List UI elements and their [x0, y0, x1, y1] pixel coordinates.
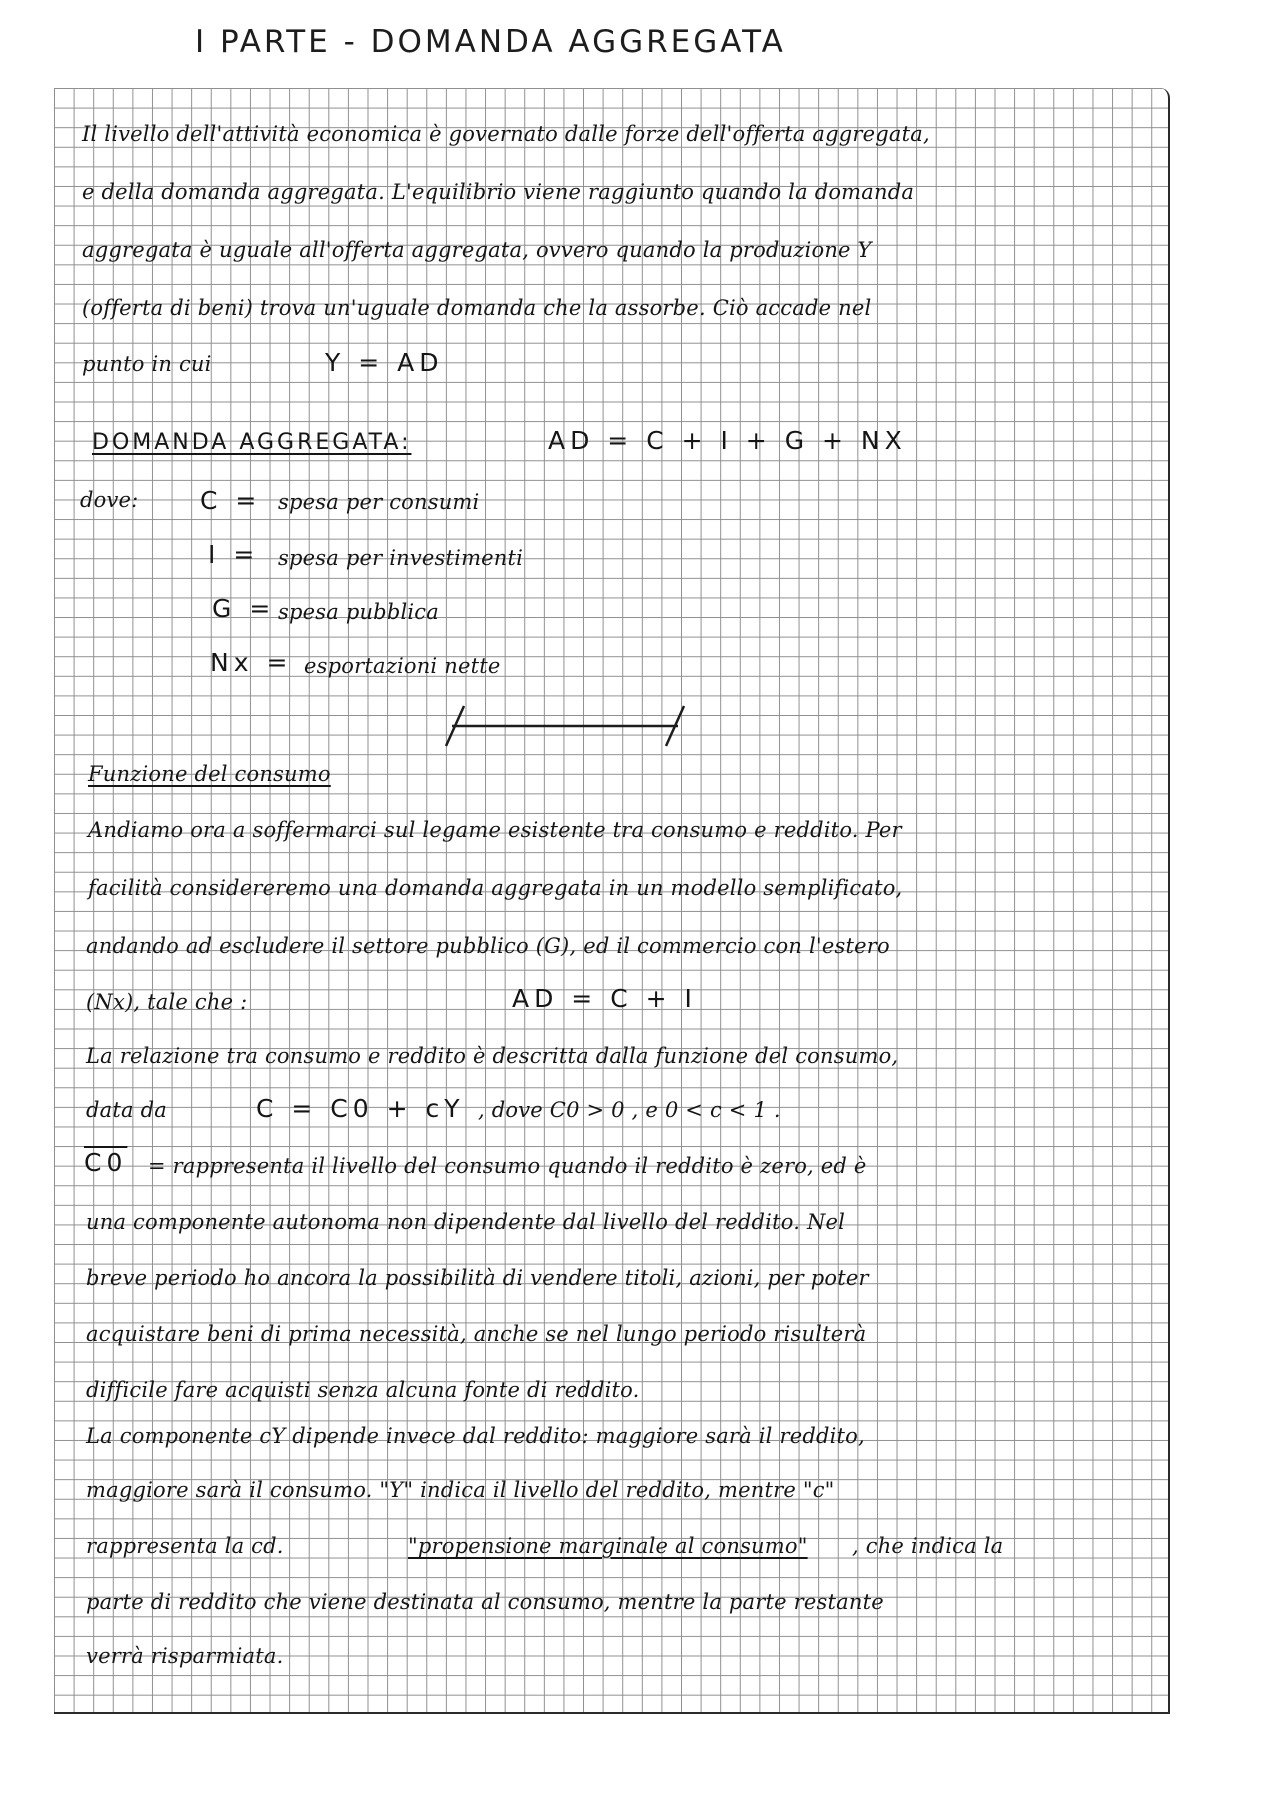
aggregate-demand-heading: DOMANDA AGGREGATA: [92, 430, 412, 455]
aggregate-demand-formula: AD = C + I + G + NX [548, 426, 907, 455]
consumption-line-4-text: (Nx), tale che : [86, 990, 248, 1014]
consumption-line-16: verrà risparmiata. [86, 1644, 284, 1668]
consumption-line-13: maggiore sarà il consumo. "Y" indica il livello del reddito, mentre "c" [86, 1478, 835, 1502]
consumption-line-11: difficile fare acquisti senza alcuna fonte di reddito. [86, 1378, 640, 1402]
consumption-line-6-tail: , dove C0 > 0 , e 0 < c < 1 . [478, 1098, 781, 1122]
consumption-line-8: una componente autonoma non dipendente dal livello del reddito. Nel [86, 1210, 846, 1234]
section-divider [440, 702, 690, 752]
consumption-line-3: andando ad escludere il settore pubblico (G), ed il commercio con l'estero [86, 934, 890, 958]
consumption-function-heading: Funzione del consumo [88, 762, 331, 786]
equilibrium-formula: Y = AD [325, 348, 444, 377]
consumption-line-6-text: data da [86, 1098, 167, 1122]
consumption-line-9: breve periodo ho ancora la possibilità di vendere titoli, azioni, per poter [86, 1266, 869, 1290]
consumption-line-10: acquistare beni di prima necessità, anche se nel lungo periodo risulterà [86, 1322, 867, 1346]
consumption-function-formula: C = C0 + cY [256, 1094, 465, 1123]
notebook-page [54, 88, 1170, 1714]
definition-symbol: G = [212, 594, 276, 623]
consumption-line-2: facilità considereremo una domanda aggregata in un modello semplificato, [88, 876, 903, 900]
definition-text: spesa per consumi [278, 490, 480, 514]
marginal-propensity-term: "propensione marginale al consumo" [408, 1534, 808, 1558]
simplified-demand-formula: AD = C + I [512, 984, 697, 1013]
consumption-line-12: La componente cY dipende invece dal reddito: maggiore sarà il reddito, [86, 1424, 865, 1448]
definition-text: esportazioni nette [304, 654, 501, 678]
definition-symbol: C = [200, 486, 262, 515]
definition-symbol: I = [208, 540, 260, 569]
intro-line-2: e della domanda aggregata. L'equilibrio viene raggiunto quando la domanda [82, 180, 915, 204]
consumption-line-15: parte di reddito che viene destinata al consumo, mentre la parte restante [86, 1590, 884, 1614]
consumption-line-5: La relazione tra consumo e reddito è descritta dalla funzione del consumo, [86, 1044, 899, 1068]
consumption-line-14a: rappresenta la cd. [86, 1534, 284, 1558]
autonomous-consumption-symbol: C0 [84, 1148, 128, 1177]
consumption-line-7: = rappresenta il livello del consumo quando il reddito è zero, ed è [148, 1154, 867, 1178]
definition-text: spesa per investimenti [278, 546, 524, 570]
consumption-line-1: Andiamo ora a soffermarci sul legame esistente tra consumo e reddito. Per [88, 818, 902, 842]
intro-line-5-text: punto in cui [82, 352, 212, 376]
where-label: dove: [80, 488, 139, 512]
intro-line-4: (offerta di beni) trova un'uguale domanda che la assorbe. Ciò accade nel [82, 296, 872, 320]
consumption-line-14c: , che indica la [852, 1534, 1004, 1558]
intro-line-1: Il livello dell'attività economica è governato dalle forze dell'offerta aggregata, [82, 122, 930, 146]
definition-symbol: Nx = [210, 648, 293, 677]
intro-line-3: aggregata è uguale all'offerta aggregata, ovvero quando la produzione Y [82, 238, 872, 262]
page-title: I PARTE - DOMANDA AGGREGATA [195, 24, 786, 60]
definition-text: spesa pubblica [278, 600, 439, 624]
